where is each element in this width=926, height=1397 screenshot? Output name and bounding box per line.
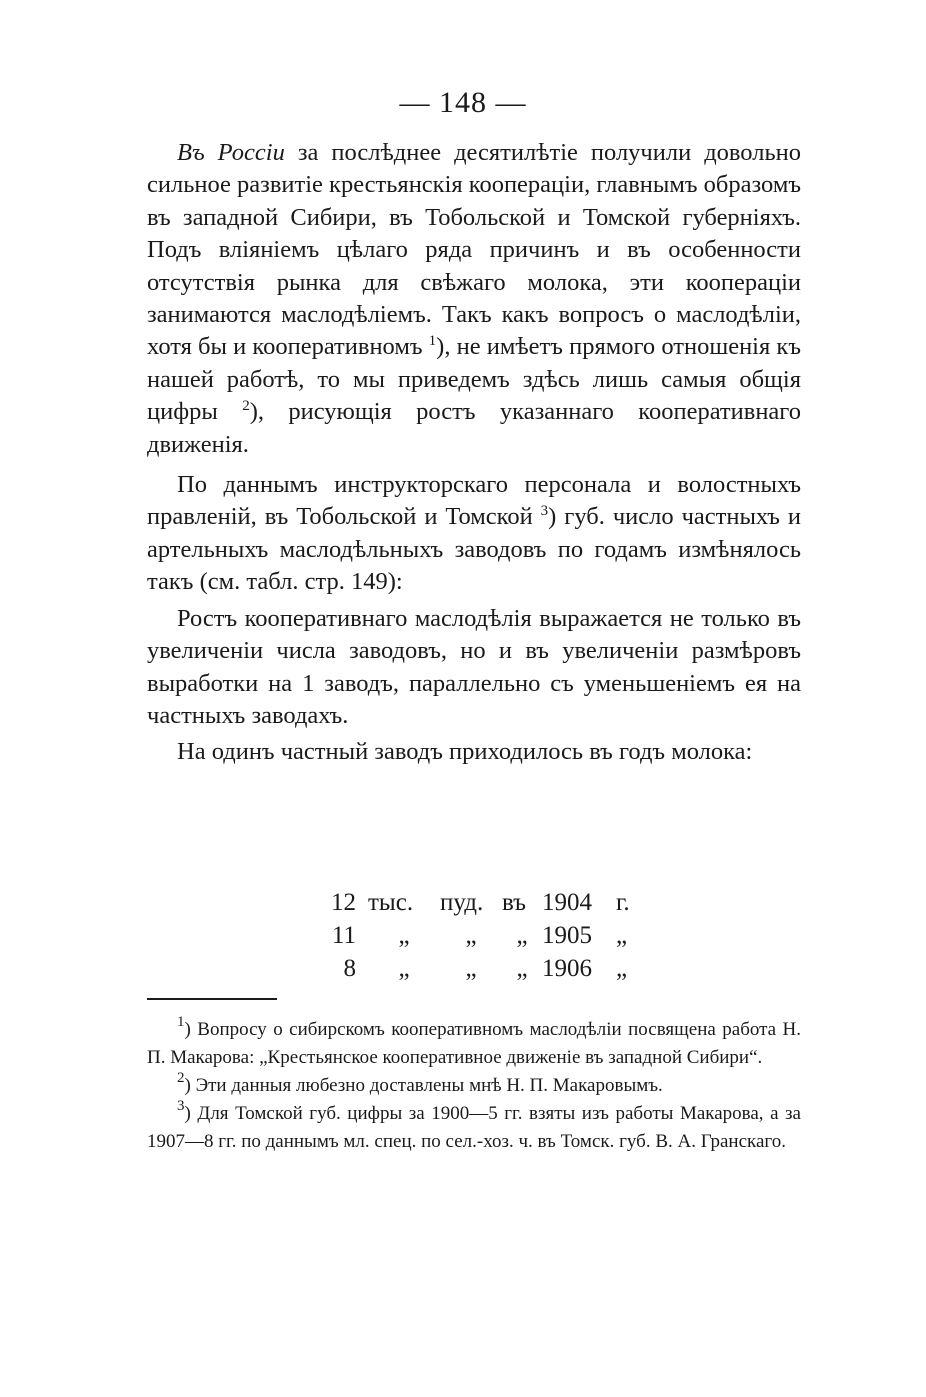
unit-cell: „ — [398, 922, 410, 949]
footnote-mark: 1 — [177, 1014, 185, 1030]
footnote-mark: 2 — [177, 1070, 185, 1086]
prep-cell: „ — [516, 955, 528, 982]
measure-cell: пуд. — [440, 889, 484, 916]
measure-cell: „ — [465, 922, 477, 949]
unit-cell: „ — [398, 955, 410, 982]
lead-italic: Въ Россіи — [177, 139, 285, 166]
footnote-text: ) Эти данныя любезно доставлены мнѣ Н. П. Макаровымъ. — [184, 1075, 663, 1096]
footnote-ref-2: 2 — [242, 398, 250, 415]
suffix-cell: г. — [616, 889, 630, 916]
year-cell: 1906 — [542, 955, 592, 982]
table-row — [318, 919, 646, 952]
footnote-ref-1: 1 — [428, 333, 437, 350]
paragraph-text: По даннымъ инструкторскаго персонала и волостныхъ правленій, въ Тобольской и Томской — [147, 471, 801, 531]
paragraph-text: ), не имѣетъ прямого отношенія къ нашей работѣ, то мы приведемъ здѣсь лишь самыя общія цифры — [147, 333, 801, 426]
footnote-text: ) Вопросу о сибирскомъ кооперативномъ маслодѣліи посвящена работа Н. П. Макарова: „Крестьянское кооперативное движеніе въ западной Сибири“. — [147, 1019, 801, 1068]
amount-cell: 8 — [343, 955, 356, 982]
milk-table — [318, 886, 646, 985]
footnote-2 — [147, 1072, 801, 1100]
paragraph-milk-per-plant: На одинъ частный заводъ приходилось въ годъ молока: — [177, 738, 753, 766]
footnote-mark: 3 — [177, 1098, 185, 1114]
paragraph-russia — [147, 137, 801, 461]
footnote-divider — [147, 998, 277, 1000]
suffix-cell: „ — [616, 955, 628, 982]
paragraph-text: ) губ. число частныхъ и артельныхъ маслодѣльныхъ заводовъ по годамъ измѣнялось такъ (см. табл. стр. 149): — [147, 503, 801, 596]
paragraph-text: ), рисующія ростъ указаннаго кооперативнаго движенія. — [147, 398, 801, 458]
paragraph-growth: Ростъ кооперативнаго маслодѣлія выражается не только въ увеличеніи числа заводовъ, но и въ увеличеніи размѣровъ выработки на 1 заводъ, параллельно съ уменьшеніемъ ея на частныхъ заводахъ. — [147, 604, 801, 729]
footnote-ref-3: 3 — [540, 503, 549, 520]
page-number: — 148 — — [399, 86, 527, 119]
table-row — [318, 952, 646, 985]
suffix-cell: „ — [616, 922, 628, 949]
prep-cell: „ — [516, 922, 528, 949]
table-row — [318, 886, 646, 919]
amount-cell: 12 — [331, 889, 356, 916]
paragraph-instructors — [147, 469, 801, 599]
main-text — [147, 137, 801, 773]
footnote-3 — [147, 1100, 801, 1156]
year-cell: 1904 — [542, 889, 592, 916]
footnotes — [147, 1016, 801, 1156]
amount-cell: 11 — [331, 922, 356, 949]
year-cell: 1905 — [542, 922, 592, 949]
prep-cell: въ — [502, 889, 527, 916]
footnote-1 — [147, 1016, 801, 1072]
paragraph-text: за послѣднее десятилѣтіе получили довольно сильное развитіе крестьянскія кооперацiи, главнымъ образомъ въ западной Сибири, въ Тобольской и Томской губерніяхъ. Подъ вліяніемъ цѣлаго ряда причинъ и въ особенности отсутствія рынка для свѣжаго молока, эти кооперацiи занимаются маслодѣліемъ. Такъ какъ вопросъ о маслодѣліи, хотя бы и кооперативномъ — [147, 139, 802, 361]
footnote-text: ) Для Томской губ. цифры за 1900—5 гг. взяты изъ работы Макарова, а за 1907—8 гг. по даннымъ мл. спец. по сел.-хоз. ч. въ Томск. губ. В. А. Гранскаго. — [147, 1103, 801, 1152]
measure-cell: „ — [465, 955, 477, 982]
unit-cell: тыс. — [368, 889, 414, 916]
